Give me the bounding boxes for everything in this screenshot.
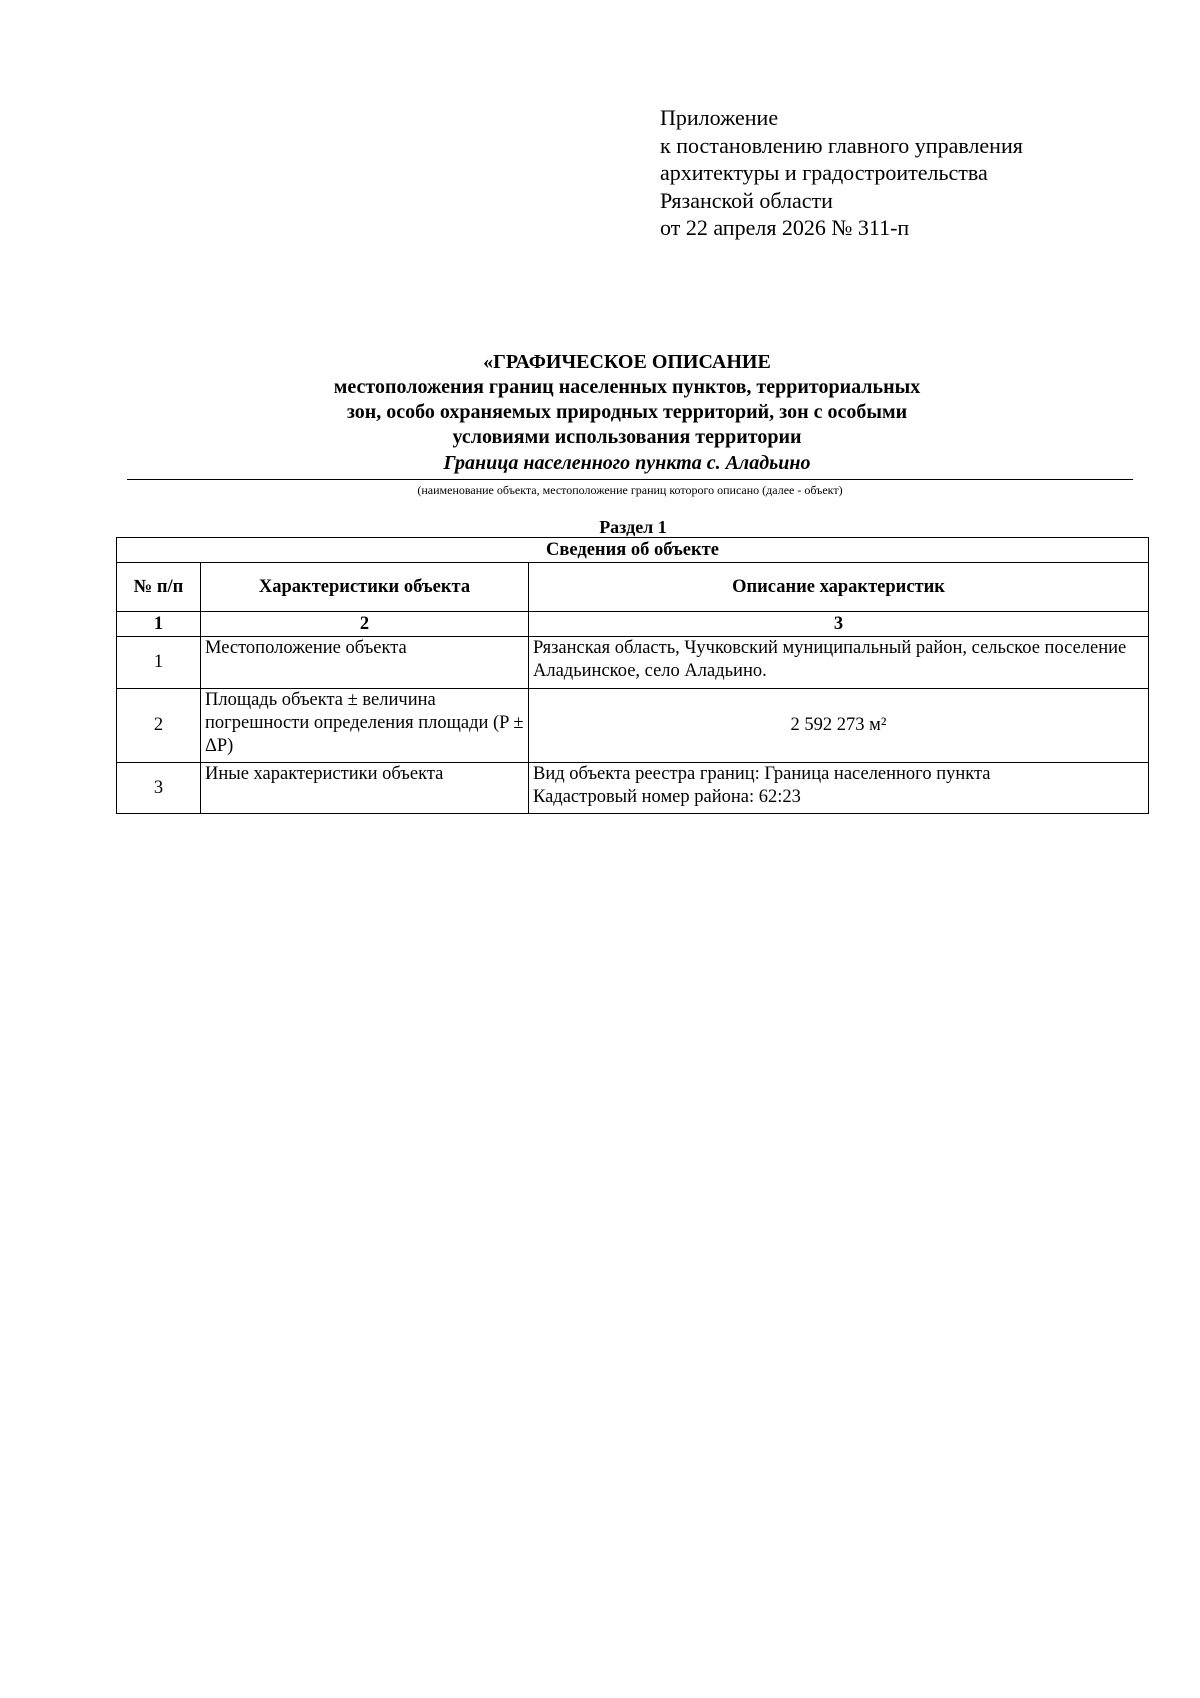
header-num: № п/п bbox=[117, 563, 201, 612]
appendix-line: к постановлению главного управления bbox=[660, 132, 1023, 158]
column-number: 3 bbox=[529, 612, 1149, 637]
row-num: 2 bbox=[117, 689, 201, 763]
row-characteristic: Площадь объекта ± величина погрешности определения площади (P ± ΔP) bbox=[201, 689, 529, 763]
appendix-line: Приложение bbox=[660, 105, 779, 130]
table-caption: Сведения об объекте bbox=[117, 538, 1149, 563]
title-line: «ГРАФИЧЕСКОЕ ОПИСАНИЕ bbox=[483, 351, 771, 373]
section-title: Раздел 1 bbox=[599, 517, 667, 537]
table-row bbox=[117, 689, 1149, 763]
title-line: условиями использования территории bbox=[452, 426, 802, 448]
header-characteristics: Характеристики объекта bbox=[201, 563, 529, 612]
column-number: 2 bbox=[201, 612, 529, 637]
row-characteristic: Иные характеристики объекта bbox=[201, 763, 529, 814]
row-description: Рязанская область, Чучковский муниципальный район, сельское поселение Аладьинское, село Аладьино. bbox=[529, 637, 1149, 689]
column-numbers-row bbox=[117, 612, 1149, 637]
table-row bbox=[117, 763, 1149, 814]
object-name-caption: (наименование объекта, местоположение границ которого описано (далее - объект) bbox=[417, 483, 843, 497]
object-name: Граница населенного пункта с. Аладьино bbox=[443, 452, 811, 474]
appendix-date-line: от 22 апреля 2026 № 311-п bbox=[660, 215, 910, 240]
object-name-underline bbox=[127, 479, 1133, 480]
header-description: Описание характеристик bbox=[529, 563, 1149, 612]
table-header-row bbox=[117, 563, 1149, 612]
object-info-table bbox=[116, 537, 1149, 814]
row-num: 3 bbox=[117, 763, 201, 814]
row-num: 1 bbox=[117, 637, 201, 689]
row-description: 2 592 273 м² bbox=[529, 689, 1149, 763]
appendix-header bbox=[660, 104, 1180, 242]
table-row bbox=[117, 637, 1149, 689]
column-number: 1 bbox=[117, 612, 201, 637]
table-caption-row bbox=[117, 538, 1149, 563]
title-line: местоположения границ населенных пунктов, территориальных bbox=[333, 376, 921, 398]
title-line: зон, особо охраняемых природных территорий, зон с особыми bbox=[346, 401, 908, 423]
document-title bbox=[118, 350, 1136, 475]
description-line: Кадастровый номер района: 62:23 bbox=[533, 787, 801, 807]
row-description bbox=[529, 763, 1149, 814]
row-characteristic: Местоположение объекта bbox=[201, 637, 529, 689]
appendix-line: архитектуры и градостроительства bbox=[660, 160, 988, 185]
appendix-line: Рязанской области bbox=[660, 187, 833, 213]
description-line: Вид объекта реестра границ: Граница населенного пункта bbox=[533, 764, 991, 784]
